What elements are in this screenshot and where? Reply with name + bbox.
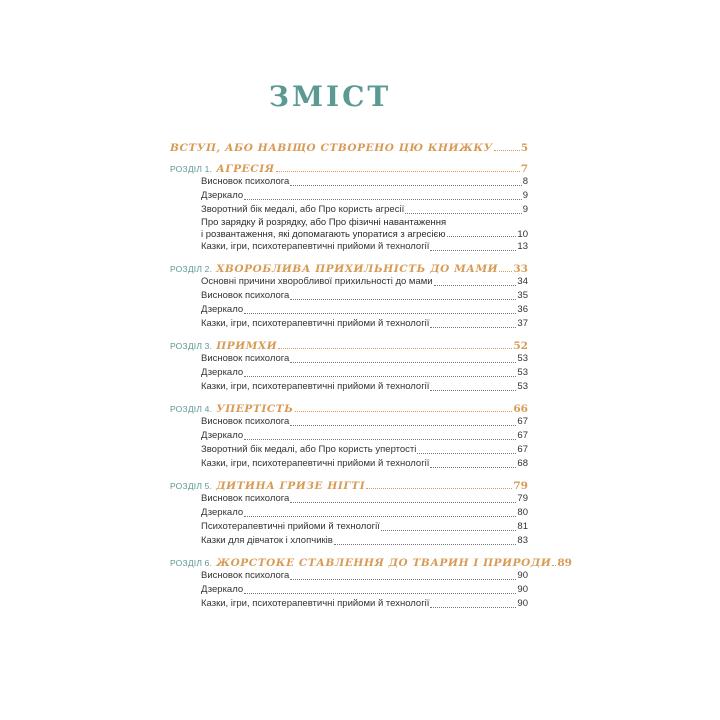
dot-leader	[430, 327, 516, 328]
toc-item-page: 83	[517, 535, 528, 546]
toc-item-title: Дзеркало	[201, 507, 244, 518]
dot-leader	[430, 390, 516, 391]
dot-leader	[430, 607, 516, 608]
toc-item-title: Висновок психолога	[201, 176, 290, 187]
toc-item-title: Казки, ігри, психотерапевтичні прийоми й технології	[201, 241, 430, 252]
dot-leader	[278, 348, 512, 349]
dot-leader	[276, 171, 520, 172]
toc-item[interactable]	[170, 275, 528, 289]
toc-item[interactable]	[170, 175, 528, 189]
intro-title: ВСТУП, АБО НАВІЩО СТВОРЕНО ЦЮ КНИЖКУ	[170, 142, 493, 154]
chapter-prefix: РОЗДІЛ 1.	[170, 164, 213, 174]
toc-item-page: 67	[517, 444, 528, 455]
dot-leader	[334, 544, 517, 545]
dot-leader	[290, 502, 516, 503]
chapter-heading[interactable]	[170, 480, 528, 492]
toc-item[interactable]	[170, 583, 528, 597]
toc-item-title	[201, 217, 446, 240]
toc-item-page: 10	[517, 228, 528, 240]
toc-item-title: Висновок психолога	[201, 290, 290, 301]
dot-leader	[290, 425, 516, 426]
toc-item-page: 9	[522, 204, 528, 215]
toc-item-title: Висновок психолога	[201, 570, 290, 581]
dot-leader	[381, 530, 517, 531]
table-of-contents	[170, 142, 572, 611]
toc-item-title: Казки для дівчаток і хлопчиків	[201, 535, 333, 546]
toc-item-page: 35	[517, 290, 528, 301]
toc-item[interactable]	[170, 317, 528, 331]
toc-item-title: Казки, ігри, психотерапевтичні прийоми й технології	[201, 318, 430, 329]
dot-leader	[494, 150, 520, 151]
dot-leader	[244, 593, 516, 594]
toc-item[interactable]	[170, 352, 528, 366]
toc-intro-entry[interactable]	[170, 142, 528, 154]
dot-leader	[447, 236, 516, 237]
toc-item-page: 34	[517, 276, 528, 287]
chapter-title: УПЕРТІСТЬ	[216, 403, 294, 415]
chapter-section-2	[170, 263, 528, 331]
chapter-title: ПРИМХИ	[216, 340, 278, 352]
toc-item-page: 53	[517, 353, 528, 364]
toc-item-page: 53	[517, 381, 528, 392]
toc-item-page: 13	[517, 241, 528, 252]
chapter-section-3	[170, 340, 528, 394]
chapter-page-number: 33	[513, 263, 528, 275]
dot-leader	[417, 453, 516, 454]
toc-item-title: Дзеркало	[201, 304, 244, 315]
toc-item-title: Дзеркало	[201, 430, 244, 441]
toc-item-title: Дзеркало	[201, 367, 244, 378]
chapter-heading[interactable]	[170, 557, 572, 569]
chapter-page-number: 52	[513, 340, 528, 352]
toc-item[interactable]	[170, 429, 528, 443]
dot-leader	[290, 579, 516, 580]
chapter-title: ДИТИНА ГРИЗЕ НІГТІ	[216, 480, 366, 492]
page-title: ЗМІСТ	[268, 80, 392, 113]
toc-item-multiline[interactable]	[170, 217, 528, 240]
toc-item-page: 90	[517, 584, 528, 595]
dot-leader	[366, 488, 512, 489]
toc-item-title: Казки, ігри, психотерапевтичні прийоми й технології	[201, 458, 430, 469]
dot-leader	[552, 565, 556, 566]
toc-item-title-line1: Про зарядку й розрядку, або Про фізичні навантаження	[201, 217, 447, 228]
chapter-page-number: 79	[513, 480, 528, 492]
toc-item-page: 36	[517, 304, 528, 315]
toc-item-page: 90	[517, 570, 528, 581]
dot-leader	[244, 313, 516, 314]
chapter-heading[interactable]	[170, 163, 528, 175]
chapter-prefix: РОЗДІЛ 3.	[170, 341, 213, 351]
toc-item-page: 37	[517, 318, 528, 329]
toc-item-page: 9	[522, 190, 528, 201]
dot-leader	[290, 185, 521, 186]
chapter-section-1	[170, 163, 528, 254]
chapter-prefix: РОЗДІЛ 6.	[170, 558, 213, 568]
chapter-page-number: 89	[557, 557, 572, 569]
chapter-heading[interactable]	[170, 340, 528, 352]
dot-leader	[244, 199, 522, 200]
toc-item[interactable]	[170, 380, 528, 394]
toc-item[interactable]	[170, 189, 528, 203]
dot-leader	[244, 376, 516, 377]
toc-item-page: 8	[522, 176, 528, 187]
toc-item[interactable]	[170, 366, 528, 380]
dot-leader	[290, 362, 516, 363]
toc-item[interactable]	[170, 457, 528, 471]
toc-item-title: Дзеркало	[201, 584, 244, 595]
chapter-title: ХВОРОБЛИВА ПРИХИЛЬНІСТЬ ДО МАМИ	[216, 263, 499, 275]
toc-item[interactable]	[170, 415, 528, 429]
dot-leader	[295, 411, 513, 412]
toc-item-title: Основні причини хворобливої прихильності до мами	[201, 276, 433, 287]
toc-item-page: 79	[517, 493, 528, 504]
toc-item-title: Казки, ігри, психотерапевтичні прийоми й технології	[201, 598, 430, 609]
toc-item-page: 90	[517, 598, 528, 609]
chapter-title: ЖОРСТОКЕ СТАВЛЕННЯ ДО ТВАРИН І ПРИРОДИ	[216, 557, 552, 569]
chapter-section-4	[170, 403, 528, 471]
toc-item[interactable]	[170, 534, 528, 548]
dot-leader	[430, 467, 516, 468]
chapter-heading[interactable]	[170, 263, 528, 275]
toc-item[interactable]	[170, 492, 528, 506]
toc-item-title: Дзеркало	[201, 190, 244, 201]
toc-item-title-line2: і розвантаження, які допомагають упоратися з агресією	[201, 228, 446, 240]
chapter-prefix: РОЗДІЛ 2.	[170, 264, 213, 274]
dot-leader	[244, 439, 516, 440]
dot-leader	[430, 250, 516, 251]
toc-item[interactable]	[170, 289, 528, 303]
intro-page-number: 5	[520, 142, 528, 154]
toc-item[interactable]	[170, 303, 528, 317]
chapter-section-6	[170, 557, 572, 611]
toc-item-title: Зворотний бік медалі, або Про користь упертості	[201, 444, 417, 455]
toc-item-page: 81	[517, 521, 528, 532]
toc-item-page: 68	[517, 458, 528, 469]
toc-item-title: Казки, ігри, психотерапевтичні прийоми й технології	[201, 381, 430, 392]
toc-item-page: 80	[517, 507, 528, 518]
toc-item-title: Зворотний бік медалі, або Про користь агресії	[201, 204, 405, 215]
toc-item-title: Висновок психолога	[201, 353, 290, 364]
chapter-heading[interactable]	[170, 403, 528, 415]
dot-leader	[290, 299, 516, 300]
dot-leader	[499, 271, 512, 272]
toc-item[interactable]	[170, 240, 528, 254]
toc-item-page: 67	[517, 416, 528, 427]
toc-item[interactable]	[170, 597, 528, 611]
toc-item[interactable]	[170, 520, 528, 534]
chapter-title: АГРЕСІЯ	[216, 163, 275, 175]
toc-item[interactable]	[170, 569, 528, 583]
toc-item-page: 67	[517, 430, 528, 441]
chapter-page-number: 7	[520, 163, 528, 175]
toc-item-title: Висновок психолога	[201, 493, 290, 504]
dot-leader	[244, 516, 516, 517]
dot-leader	[434, 285, 517, 286]
chapter-page-number: 66	[513, 403, 528, 415]
toc-item[interactable]	[170, 443, 528, 457]
chapter-section-5	[170, 480, 528, 548]
dot-leader	[405, 213, 521, 214]
toc-item-page: 53	[517, 367, 528, 378]
chapter-prefix: РОЗДІЛ 5.	[170, 481, 213, 491]
toc-item-title: Психотерапевтичні прийоми й технології	[201, 521, 380, 532]
toc-item-title: Висновок психолога	[201, 416, 290, 427]
chapter-prefix: РОЗДІЛ 4.	[170, 404, 213, 414]
toc-item[interactable]	[170, 506, 528, 520]
toc-item[interactable]	[170, 203, 528, 217]
